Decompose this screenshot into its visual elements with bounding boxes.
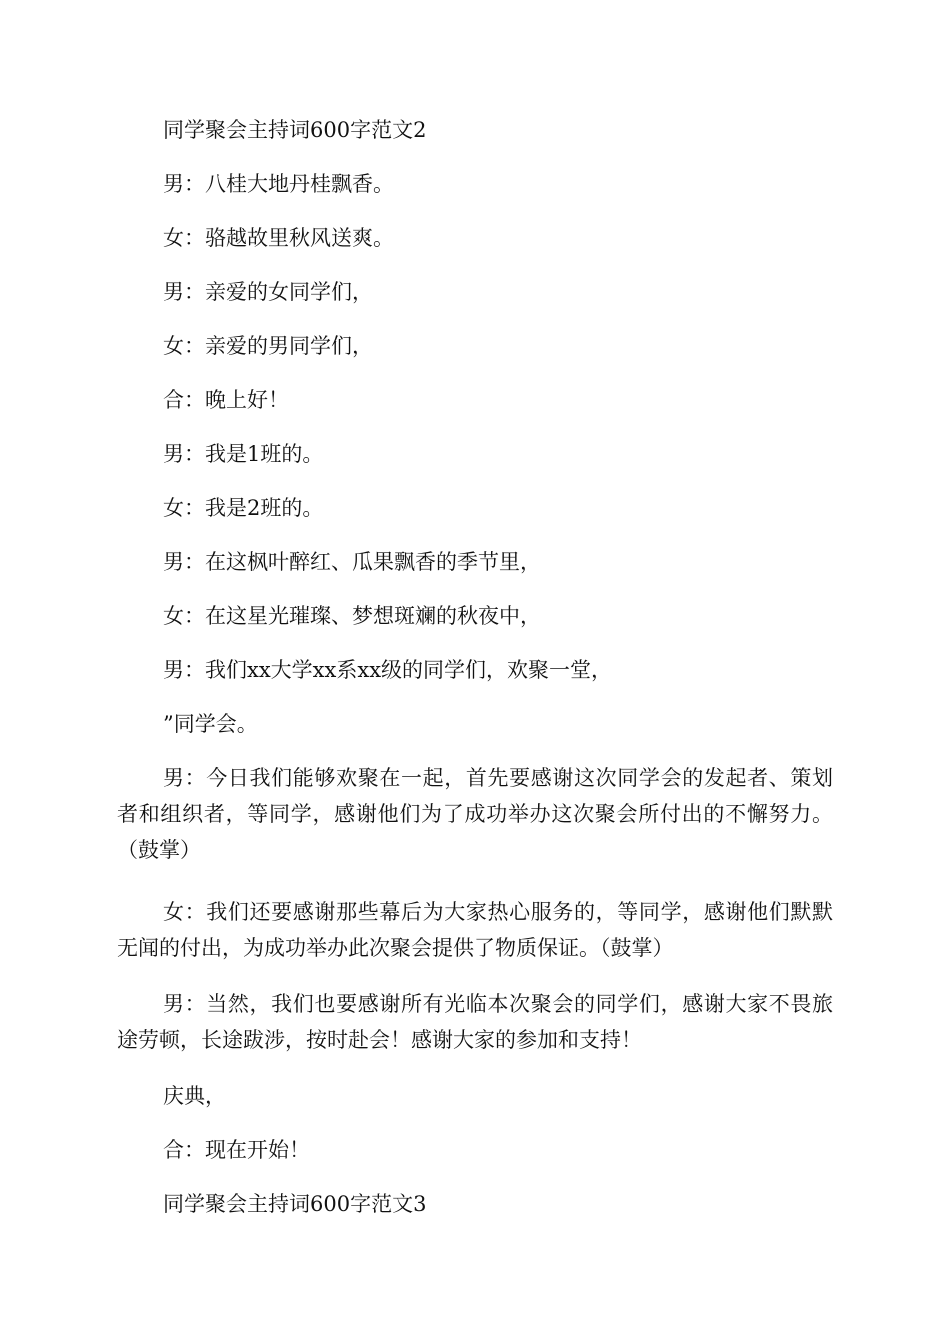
dialogue-line: 女：骆越故里秋风送爽。	[163, 226, 394, 250]
dialogue-paragraph: 男：当然，我们也要感谢所有光临本次聚会的同学们，感谢大家不畏旅途劳顿，长途跋涉，按时赴会！感谢大家的参加和支持！	[117, 992, 833, 1052]
dialogue-line: 男：八桂大地丹桂飘香。	[163, 172, 394, 196]
dialogue-line: 男：亲爱的女同学们，	[163, 280, 373, 304]
dialogue-line: ”同学会。	[163, 712, 258, 736]
dialogue-paragraph: 男：今日我们能够欢聚在一起，首先要感谢这次同学会的发起者、策划者和组织者，等同学，感谢他们为了成功举办这次聚会所付出的不懈努力。（鼓掌）	[117, 766, 833, 862]
dialogue-line: 男：我是1班的。	[163, 442, 324, 466]
dialogue-line: 女：我是2班的。	[163, 496, 324, 520]
section-heading: 同学聚会主持词600字范文2	[163, 118, 427, 142]
dialogue-line: 男：我们xx大学xx系xx级的同学们，欢聚一堂，	[163, 658, 613, 682]
dialogue-line: 女：亲爱的男同学们，	[163, 334, 373, 358]
dialogue-paragraph: 女：我们还要感谢那些幕后为大家热心服务的，等同学，感谢他们默默无闻的付出，为成功举办此次聚会提供了物质保证。（鼓掌）	[117, 900, 833, 960]
dialogue-line: 男：在这枫叶醉红、瓜果飘香的季节里，	[163, 550, 541, 574]
dialogue-line: 女：在这星光璀璨、梦想斑斓的秋夜中，	[163, 604, 541, 628]
dialogue-line: 合：现在开始！	[163, 1138, 310, 1162]
dialogue-line: 合：晚上好！	[163, 388, 289, 412]
section-heading: 同学聚会主持词600字范文3	[163, 1192, 427, 1216]
dialogue-line: 庆典，	[163, 1084, 226, 1108]
